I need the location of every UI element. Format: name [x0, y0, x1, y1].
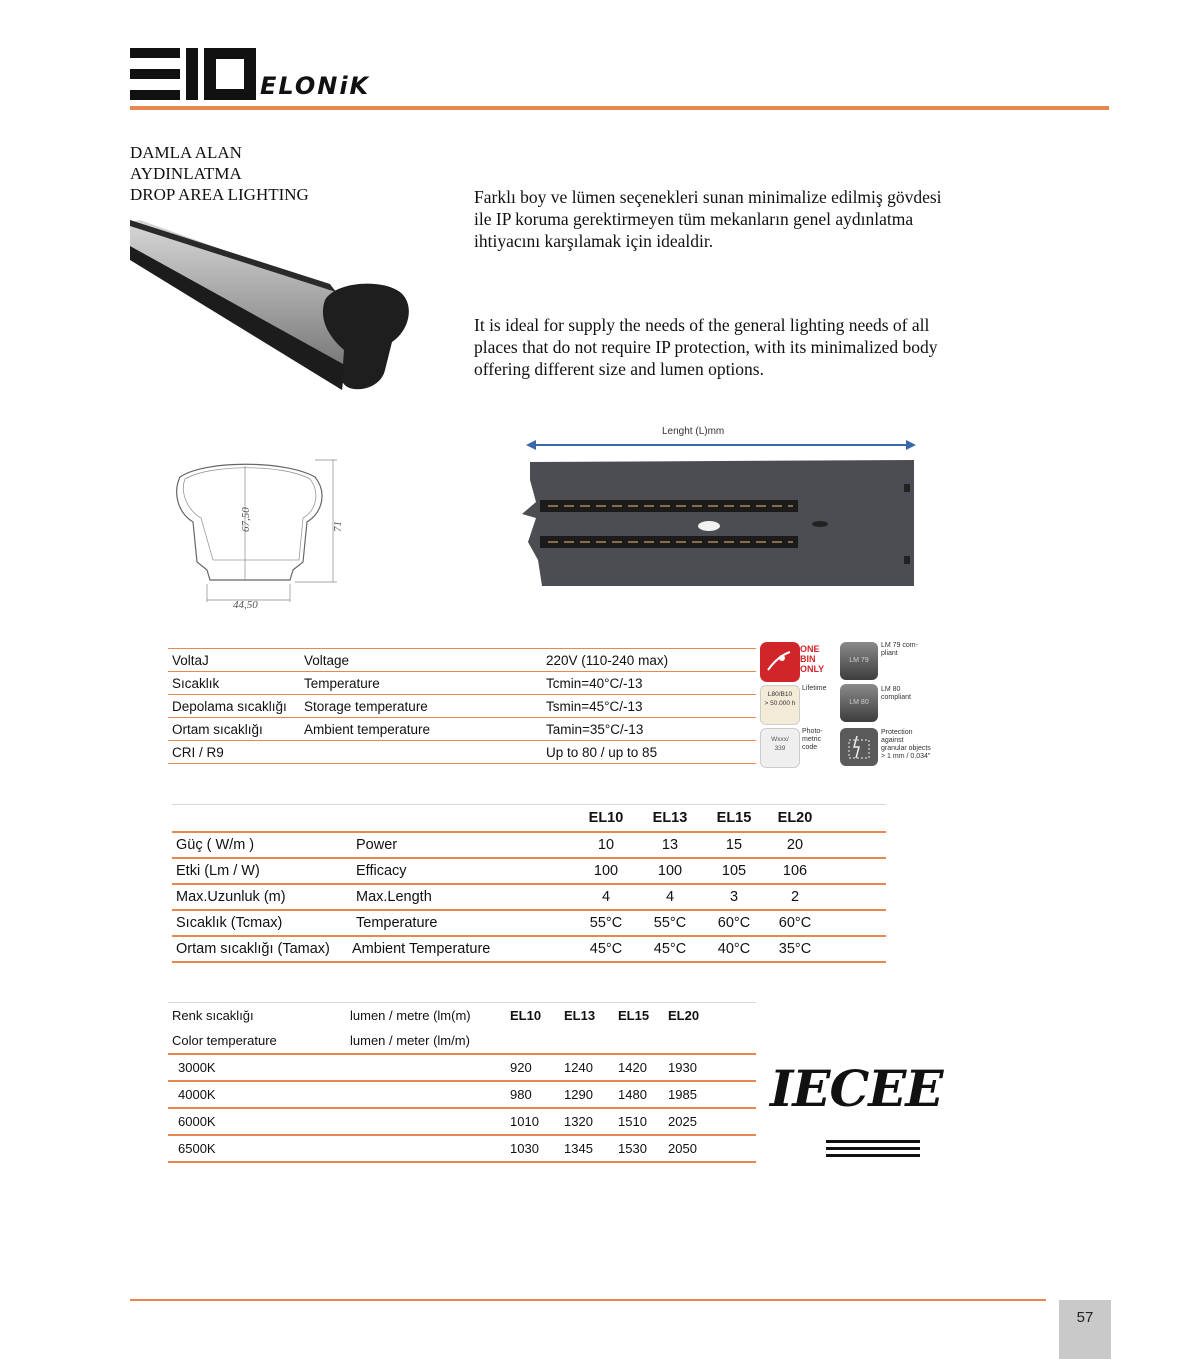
lumen-h2-tr: lumen / metre (lm(m)	[350, 1008, 471, 1023]
row-value: 3	[702, 884, 766, 910]
brand-word: ELONiK	[260, 72, 371, 100]
models-header-row	[172, 805, 886, 833]
spec-row	[168, 741, 756, 764]
table-row	[172, 910, 886, 936]
spec-en: Temperature	[300, 672, 542, 695]
spec-table	[168, 648, 756, 764]
table-row	[168, 1108, 756, 1135]
lumen-value: 920	[506, 1054, 560, 1081]
lm79-chip: LM 79	[840, 642, 878, 680]
one-bin-label: ONE BIN ONLY	[800, 644, 825, 674]
title-line-3: DROP AREA LIGHTING	[130, 185, 309, 204]
row-value: 45°C	[574, 936, 638, 962]
lumen-model: EL13	[564, 1008, 596, 1023]
lumen-value: 1290	[560, 1081, 614, 1108]
row-tr: Max.Uzunluk (m)	[172, 884, 348, 910]
lumen-header-row-2	[168, 1028, 756, 1054]
models-table	[172, 804, 886, 963]
spec-tr: Depolama sıcaklığı	[168, 695, 300, 718]
table-row	[172, 858, 886, 884]
lifetime-label: Lifetime	[802, 685, 827, 692]
row-value: 4	[574, 884, 638, 910]
row-en: Ambient Temperature	[348, 936, 574, 962]
footer-rule	[130, 1299, 1046, 1301]
page-number: 57	[1076, 1309, 1094, 1326]
row-en: Temperature	[348, 910, 574, 936]
spec-row	[168, 695, 756, 718]
row-value: 13	[638, 832, 702, 858]
lumen-value: 1010	[506, 1108, 560, 1135]
description-tr-line-2: ile IP koruma gerektirmeyen tüm mekanların genel aydınlatma	[474, 209, 914, 229]
protection-icon	[840, 728, 878, 766]
description-tr	[474, 186, 1034, 252]
spec-value: Tcmin=40°C/-13	[542, 672, 756, 695]
row-value: 10	[574, 832, 638, 858]
table-row	[172, 832, 886, 858]
lumen-h2-en: lumen / meter (lm/m)	[346, 1028, 506, 1054]
iecee-logo	[770, 1059, 943, 1160]
title-line-2: AYDINLATMA	[130, 164, 242, 183]
description-en	[474, 314, 1034, 380]
lumen-value: 1030	[506, 1135, 560, 1162]
row-tr: Güç ( W/m )	[172, 832, 348, 858]
table-row	[168, 1081, 756, 1108]
lumen-value: 1420	[614, 1054, 664, 1081]
spec-tr: CRI / R9	[168, 741, 300, 764]
spec-en: Storage temperature	[300, 695, 542, 718]
row-value: 105	[702, 858, 766, 884]
lumen-model: EL20	[668, 1008, 700, 1023]
lumen-model: EL10	[510, 1008, 542, 1023]
lumen-value: 1985	[664, 1081, 714, 1108]
page-number-box	[1059, 1300, 1111, 1359]
table-row	[168, 1054, 756, 1081]
row-value: 60°C	[702, 910, 766, 936]
elo-logo-icon	[130, 48, 258, 100]
spec-row	[168, 649, 756, 672]
description-tr-line-1: Farklı boy ve lümen seçenekleri sunan minimalize edilmiş gövdesi	[474, 187, 942, 207]
table-row	[172, 884, 886, 910]
lumen-h1-tr: Renk sıcaklığı	[172, 1008, 254, 1023]
cert-badges	[758, 640, 938, 770]
row-en: Power	[348, 832, 574, 858]
row-value: 2	[766, 884, 824, 910]
row-tr: Etki (Lm / W)	[172, 858, 348, 884]
lumen-value: 1480	[614, 1081, 664, 1108]
row-value: 55°C	[638, 910, 702, 936]
photometric-label: Photo- metric code	[802, 728, 823, 751]
lumen-value: 1320	[560, 1108, 614, 1135]
photometric-chip: Wxxx/ 339	[760, 728, 800, 768]
spec-row	[168, 672, 756, 695]
iecee-text: IECEE	[770, 1059, 943, 1118]
model-header: EL10	[574, 805, 638, 833]
model-header: EL13	[638, 805, 702, 833]
iecee-lines	[826, 1140, 920, 1157]
table-row	[172, 936, 886, 962]
table-row	[168, 1135, 756, 1162]
lumen-cct: 6000K	[168, 1108, 346, 1135]
height-outer-label: 71	[332, 521, 344, 532]
lumen-value: 1930	[664, 1054, 714, 1081]
lumen-value: 2050	[664, 1135, 714, 1162]
title-line-1: DAMLA ALAN	[130, 143, 242, 162]
row-tr: Sıcaklık (Tcmax)	[172, 910, 348, 936]
spec-value: Tsmin=45°C/-13	[542, 695, 756, 718]
spec-value: Up to 80 / up to 85	[542, 741, 756, 764]
lumen-h1-en: Color temperature	[168, 1028, 346, 1054]
product-title	[130, 142, 309, 205]
row-value: 100	[638, 858, 702, 884]
row-value: 55°C	[574, 910, 638, 936]
row-value: 4	[638, 884, 702, 910]
lumen-value: 1345	[560, 1135, 614, 1162]
width-label: 44,50	[233, 599, 258, 611]
lumen-value: 1510	[614, 1108, 664, 1135]
spec-en: Ambient temperature	[300, 718, 542, 741]
row-value: 20	[766, 832, 824, 858]
row-tr: Ortam sıcaklığı (Tamax)	[172, 936, 348, 962]
description-en-line-2: places that do not require IP protection, with its minimalized body	[474, 337, 938, 357]
row-en: Max.Length	[348, 884, 574, 910]
model-header: EL20	[766, 805, 824, 833]
lumen-table	[168, 1002, 756, 1163]
profile-drawing	[165, 452, 365, 612]
lumen-cct: 4000K	[168, 1081, 346, 1108]
lumen-cct: 3000K	[168, 1054, 346, 1081]
protection-label: Protection against granular objects > 1 mm / 0.034"	[881, 729, 931, 760]
spec-en	[300, 741, 542, 764]
spec-tr: VoltaJ	[168, 649, 300, 672]
lm80-label: LM 80 compliant	[881, 686, 911, 701]
spec-en: Voltage	[300, 649, 542, 672]
length-label: Lenght (L)mm	[662, 426, 725, 437]
row-value: 106	[766, 858, 824, 884]
lumen-value: 1530	[614, 1135, 664, 1162]
lumen-value: 2025	[664, 1108, 714, 1135]
lm80-chip: LM 80	[840, 684, 878, 722]
product-photo	[130, 220, 420, 400]
height-inner-label: 67,50	[240, 507, 252, 532]
description-tr-line-3: ihtiyacını karşılamak için idealdir.	[474, 231, 714, 251]
lumen-header-row	[168, 1003, 756, 1029]
row-value: 40°C	[702, 936, 766, 962]
lumen-cct: 6500K	[168, 1135, 346, 1162]
lifetime-chip: L80/B10 > 50.000 h	[760, 685, 800, 725]
one-bin-icon	[760, 642, 800, 682]
model-header: EL15	[702, 805, 766, 833]
spec-tr: Sıcaklık	[168, 672, 300, 695]
description-en-line-3: offering different size and lumen options.	[474, 359, 764, 379]
spec-tr: Ortam sıcaklığı	[168, 718, 300, 741]
lm79-label: LM 79 com- pliant	[881, 642, 918, 657]
row-value: 15	[702, 832, 766, 858]
row-value: 35°C	[766, 936, 824, 962]
row-en: Efficacy	[348, 858, 574, 884]
lumen-model: EL15	[618, 1008, 650, 1023]
spec-row	[168, 718, 756, 741]
header-rule	[130, 106, 1109, 110]
length-drawing	[518, 420, 918, 590]
lumen-value: 1240	[560, 1054, 614, 1081]
row-value: 45°C	[638, 936, 702, 962]
spec-value: Tamin=35°C/-13	[542, 718, 756, 741]
lumen-value: 980	[506, 1081, 560, 1108]
row-value: 100	[574, 858, 638, 884]
row-value: 60°C	[766, 910, 824, 936]
description-en-line-1: It is ideal for supply the needs of the general lighting needs of all	[474, 315, 930, 335]
spec-value: 220V (110-240 max)	[542, 649, 756, 672]
brand-logo	[130, 46, 370, 100]
